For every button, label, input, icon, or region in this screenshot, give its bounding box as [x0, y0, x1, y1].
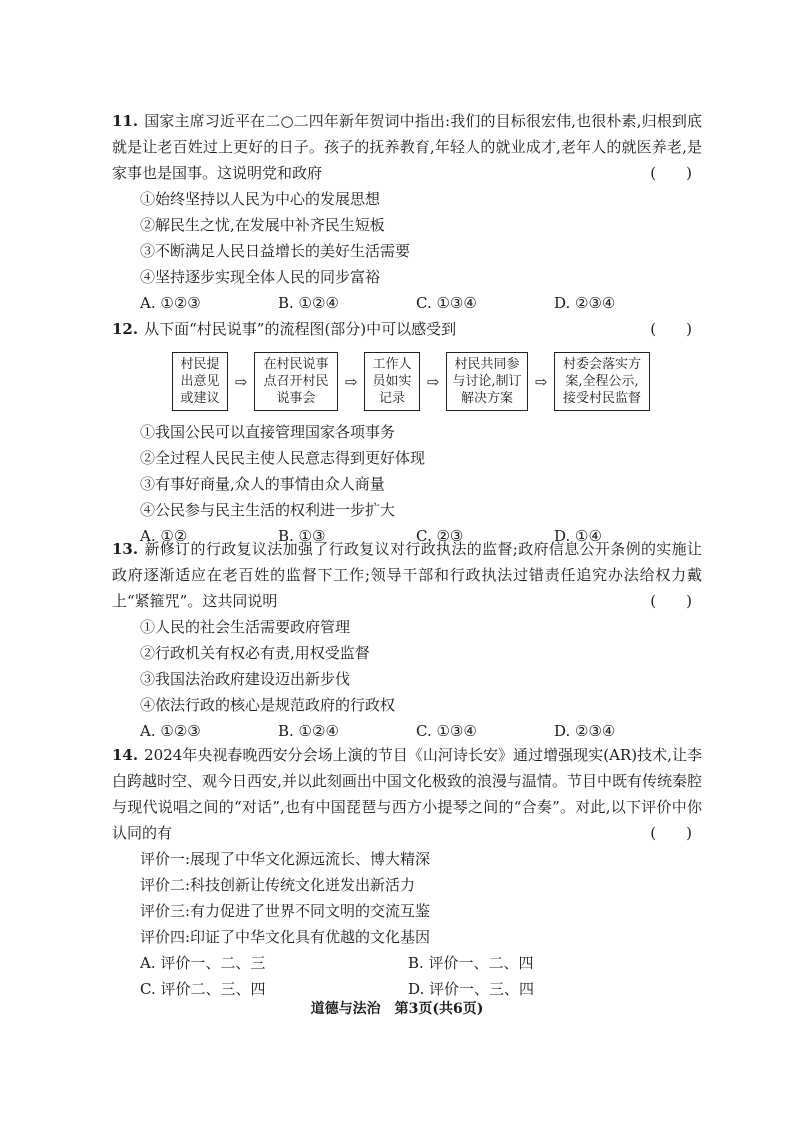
- choice-d: D. ②③④: [554, 294, 616, 312]
- choice-c: C. ②③: [416, 527, 464, 545]
- option-3: ③不断满足人民日益增长的美好生活需要: [140, 242, 411, 260]
- choice-c: C. ①③④: [416, 722, 477, 740]
- choice-d: D. ①④: [554, 527, 602, 545]
- option-1: ①人民的社会生活需要政府管理: [140, 618, 351, 636]
- choice-d: D. ②③④: [554, 722, 616, 740]
- option-2: ②全过程人民民主使人民意志得到更好体现: [140, 449, 426, 467]
- choice-b: B. ①③: [278, 527, 326, 545]
- option-3: ③有事好商量,众人的事情由众人商量: [140, 475, 385, 493]
- question-stem: 从下面“村民说事”的流程图(部分)中可以感受到: [144, 320, 457, 338]
- question-stem: 国家主席习近平在二○二四年新年贺词中指出:我们的目标很宏伟,也很朴素,归根到底就是让老百姓过上更好的日子。孩子的抚养教育,年轻人的就业成才,老年人的就医养老,是家事也是国事。这说明党和政府: [112, 112, 702, 182]
- flow-step-5: 村委会落实方案,全程公示,接受村民监督: [554, 352, 650, 411]
- choice-a: A. ①②③: [140, 722, 201, 740]
- choice-a: A. ①②③: [140, 294, 201, 312]
- option-1: 评价一:展现了中华文化源远流长、博大精深: [140, 850, 431, 868]
- question-stem: 新修订的行政复议法加强了行政复议对行政执法的监督;政府信息公开条例的实施让政府逐渐适应在老百姓的监督下工作;领导干部和行政执法过错责任追究办法给权力戴上“紧箍咒”。这共同说明: [112, 540, 702, 610]
- arrow-right-icon: ⇨: [426, 372, 440, 391]
- flow-chart: [172, 352, 702, 411]
- option-3: ③我国法治政府建设迈出新步伐: [140, 670, 351, 688]
- option-2: ②解民生之忧,在发展中补齐民生短板: [140, 216, 385, 234]
- answer-paren: ( ): [650, 320, 692, 338]
- flow-step-3: 工作人员如实记录: [364, 352, 420, 411]
- choice-b: B. ①②④: [278, 294, 339, 312]
- question-stem: 2024年央视春晚西安分会场上演的节目《山河诗长安》通过增强现实(AR)技术,让李白跨越时空、观今日西安,并以此刻画出中国文化极致的浪漫与温情。节目中既有传统秦腔与现代说唱之间的“对话”,也有中国琵琶与西方小提琴之间的“合奏”。对此,以下评价中你认同的有: [112, 746, 702, 842]
- arrow-right-icon: ⇨: [344, 372, 358, 391]
- choice-b: B. ①②④: [278, 722, 339, 740]
- question-number: 12.: [112, 320, 139, 338]
- choice-c: C. 评价二、三、四: [140, 980, 266, 998]
- choice-d: D. 评价一、三、四: [408, 980, 535, 998]
- choice-row: [112, 718, 702, 744]
- question-number: 14.: [112, 746, 139, 764]
- question-12: [112, 316, 702, 549]
- choice-grid: [112, 950, 702, 1002]
- question-13: [112, 536, 702, 744]
- choice-c: C. ①③④: [416, 294, 477, 312]
- option-4: ④依法行政的核心是规范政府的行政权: [140, 696, 396, 714]
- option-3: 评价三:有力促进了世界不同文明的交流互鉴: [140, 902, 431, 920]
- answer-paren: ( ): [650, 164, 692, 182]
- question-11: [112, 108, 702, 316]
- choice-b: B. 评价一、二、四: [408, 954, 534, 972]
- answer-paren: ( ): [650, 824, 692, 842]
- option-4: ④公民参与民主生活的权利进一步扩大: [140, 501, 396, 519]
- choice-a: A. ①②: [140, 527, 188, 545]
- arrow-right-icon: ⇨: [234, 372, 248, 391]
- option-2: 评价二:科技创新让传统文化迸发出新活力: [140, 876, 416, 894]
- flow-step-4: 村民共同参与讨论,制订解决方案: [446, 352, 528, 411]
- choice-row: [112, 290, 702, 316]
- flow-step-1: 村民提出意见或建议: [172, 352, 228, 411]
- option-2: ②行政机关有权必有责,用权受监督: [140, 644, 370, 662]
- flow-step-2: 在村民说事点召开村民说事会: [254, 352, 338, 411]
- answer-paren: ( ): [650, 592, 692, 610]
- question-number: 11.: [112, 112, 139, 130]
- option-1: ①始终坚持以人民为中心的发展思想: [140, 190, 381, 208]
- question-number: 13.: [112, 540, 139, 558]
- page-footer: 道德与法治 第3页(共6页): [310, 1001, 484, 1017]
- option-4: 评价四:印证了中华文化具有优越的文化基因: [140, 928, 431, 946]
- choice-a: A. 评价一、二、三: [140, 954, 266, 972]
- arrow-right-icon: ⇨: [534, 372, 548, 391]
- option-1: ①我国公民可以直接管理国家各项事务: [140, 423, 396, 441]
- question-14: [112, 742, 702, 1002]
- option-4: ④坚持逐步实现全体人民的同步富裕: [140, 268, 381, 286]
